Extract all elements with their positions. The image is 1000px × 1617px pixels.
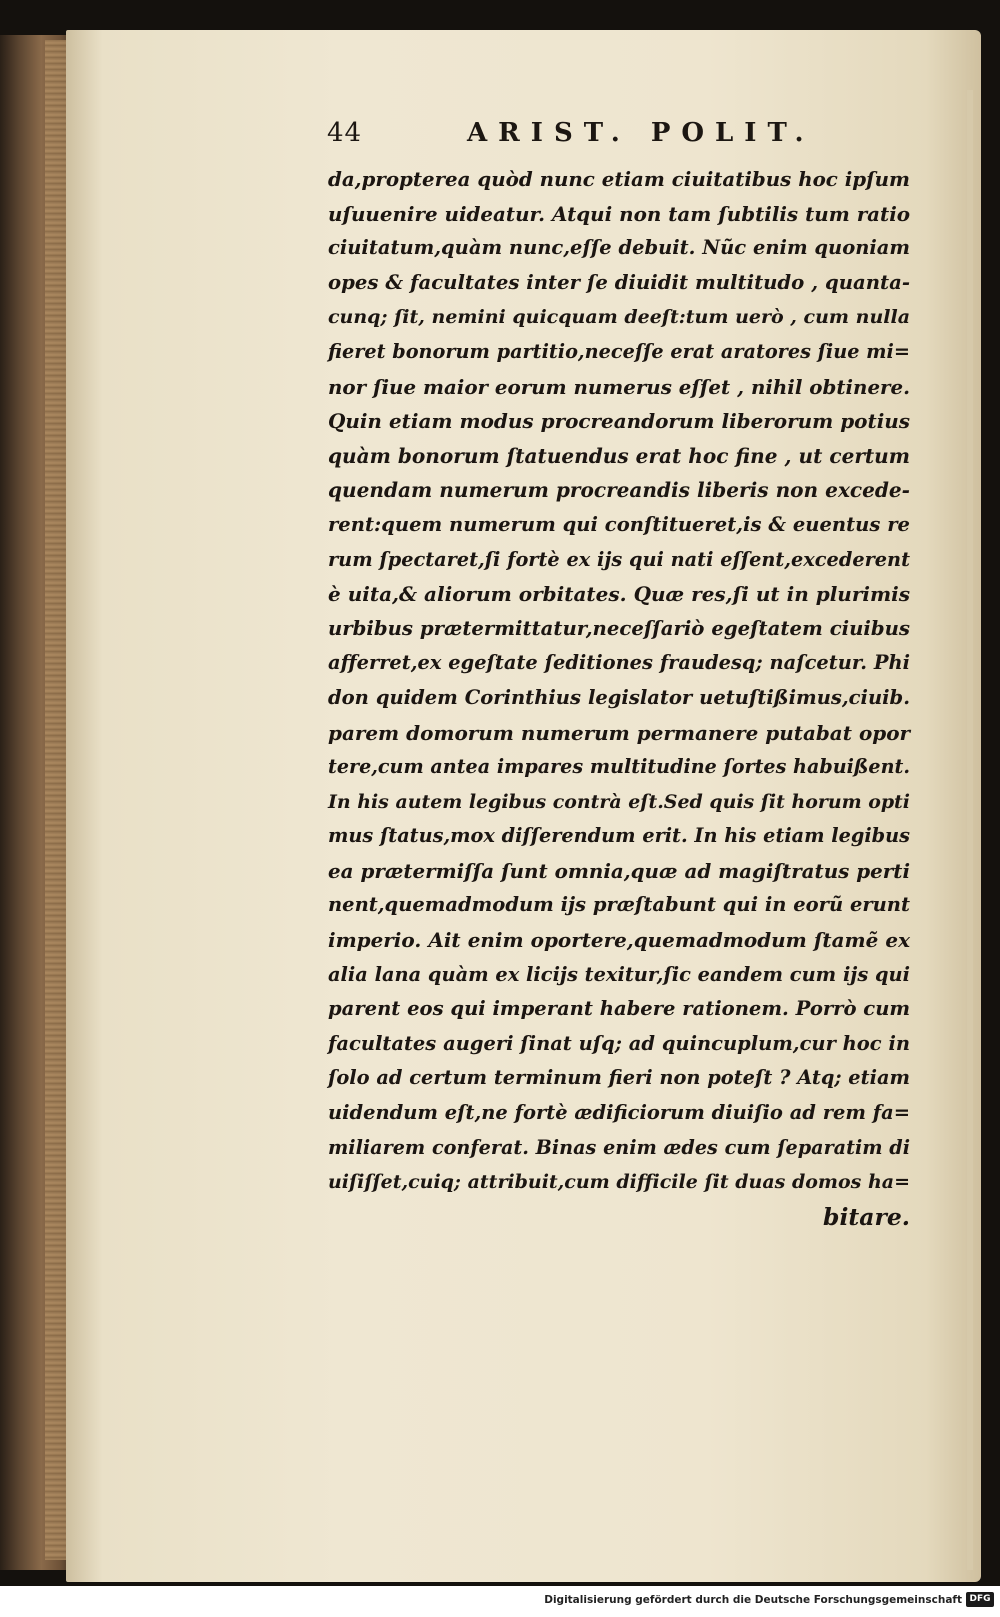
text-line: urbibus prætermittatur,neceſſariò egeſtatem ciuibus	[328, 616, 910, 640]
footer-credit: Digitalisierung gefördert durch die Deutsche Forschungsgemeinschaft	[544, 1594, 962, 1606]
page-stack-edge	[45, 40, 67, 1560]
text-line: imperio. Ait enim oportere,quemadmodum ſtamẽ ex	[328, 928, 910, 953]
text-line: tere,cum antea impares multitudine ſortes habuißent.	[328, 755, 910, 779]
text-line: Quin etiam modus procreandorum liberorum potius	[328, 409, 910, 434]
text-line: don quidem Corinthius legislator uetuſtißimus,ciuib.	[328, 685, 910, 709]
text-line: fieret bonorum partitio,neceſſe erat aratores ſiue mi=	[328, 339, 910, 363]
text-line: nor ſiue maior eorum numerus eſſet , nihil obtinere.	[328, 374, 910, 399]
text-line: facultates augeri ſinat uſq; ad quincuplum,cur hoc in	[328, 1031, 910, 1055]
text-line: uſuuenire uideatur. Atqui non tam ſubtilis tum ratio	[328, 201, 910, 226]
text-line: da,propterea quòd nunc etiam ciuitatibus hoc ipſum	[328, 167, 910, 191]
text-line: ea prætermiſſa ſunt omnia,quæ ad magiſtratus perti	[328, 858, 910, 883]
text-line: uidendum eſt,ne fortè ædificiorum diuiſio ad rem fa=	[328, 1101, 910, 1125]
text-line: cunq; ſit, nemini quicquam deeſt:tum uerò , cum nulla	[328, 306, 910, 329]
text-line: nent,quemadmodum ijs præſtabunt qui in eorũ erunt	[328, 893, 910, 917]
text-line: opes & facultates inter ſe diuidit multitudo , quanta-	[328, 270, 910, 294]
text-line: quendam numerum procreandis liberis non excede-	[328, 478, 910, 503]
running-title: ARIST. POLIT.	[467, 118, 815, 148]
text-line: alia lana quàm ex licijs texitur,ſic eandem cum ijs qui	[328, 962, 910, 986]
text-line: uiſiſſet,cuiq; attribuit,cum difficile ſit duas domos ha=	[328, 1171, 910, 1194]
page-fore-edge	[967, 90, 973, 1570]
text-line: ciuitatum,quàm nunc,eſſe debuit. Nũc enim quoniam	[328, 236, 910, 260]
text-line: afferret,ex egeſtate ſeditiones fraudesq; naſcetur. Phi	[328, 651, 910, 675]
body-text	[328, 162, 910, 1234]
page-header	[327, 118, 887, 158]
text-line: rum ſpectaret,ſi fortè ex ijs qui nati eſſent,excederent	[328, 547, 910, 571]
text-line: miliarem conferat. Binas enim ædes cum ſeparatim di	[328, 1135, 910, 1159]
text-line: parem domorum numerum permanere putabat opor	[328, 720, 910, 745]
text-line: bitare.	[823, 1202, 910, 1231]
text-line: quàm bonorum ſtatuendus erat hoc fine , ut certum	[328, 443, 910, 468]
text-line: In his autem legibus contrà eſt.Sed quis ſit horum opti	[328, 790, 910, 813]
text-line: mus ſtatus,mox diſſerendum erit. In his etiam legibus	[328, 824, 910, 848]
page-number: 44	[327, 118, 363, 148]
footer-bar	[0, 1586, 1000, 1617]
text-line: è uita,& aliorum orbitates. Quæ res,ſi ut in plurimis	[328, 582, 910, 607]
dfg-logo: DFG	[966, 1592, 994, 1607]
text-line: parent eos qui imperant habere rationem. Porrò cum	[328, 997, 911, 1021]
text-line: rent:quem numerum qui conſtitueret,is & euentus re	[328, 512, 910, 536]
text-line: ſolo ad certum terminum fieri non poteſt ? Atq; etiam	[328, 1066, 910, 1090]
